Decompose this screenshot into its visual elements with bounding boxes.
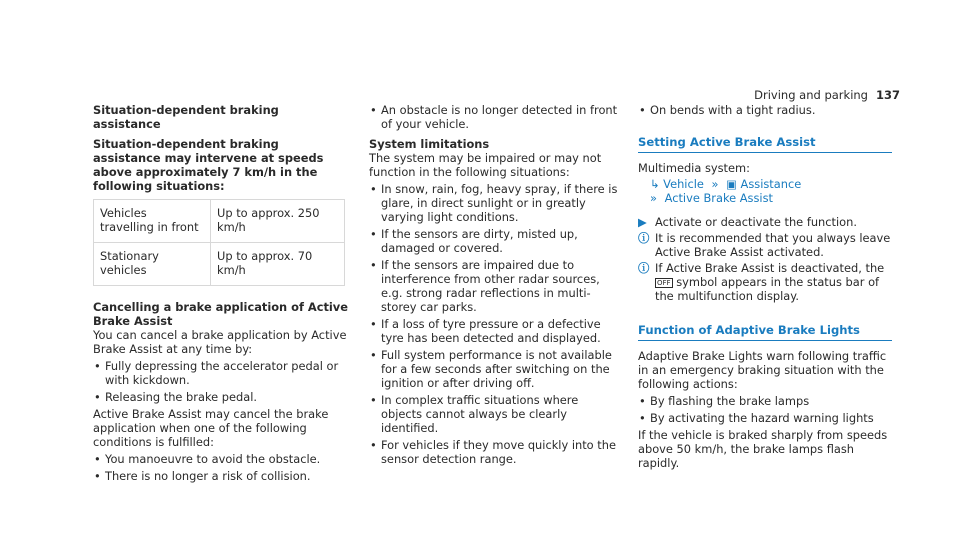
function-text-2: If the vehicle is braked sharply from speeds above 50 km/h, the brake lamps flash rapidly. [638, 428, 888, 470]
table-cell: Vehicles travelling in front [94, 200, 211, 243]
chevron-right-icon: » [711, 177, 719, 191]
list-item: • There is no longer a risk of collision. [93, 469, 348, 483]
table-row [94, 200, 345, 243]
function-text: Adaptive Brake Lights warn following traffic in an emergency braking situation with the following actions: [638, 349, 887, 391]
continued-list [638, 103, 892, 117]
info-note [638, 231, 892, 259]
table-cell: Stationary vehicles [94, 243, 211, 286]
chevron-right-icon: » [650, 191, 657, 205]
action-arrow-icon: ▶ [638, 215, 647, 229]
brake-assist-off-icon: OFF [657, 278, 671, 287]
menu-path-vehicle[interactable]: Vehicle [663, 177, 704, 191]
list-item: • If the sensors are dirty, misted up, damaged or covered. [369, 227, 622, 255]
menu-path-assistance[interactable]: Assistance [740, 177, 802, 191]
cancel-heading: Cancelling a brake application of Active Brake Assist [93, 300, 348, 328]
return-arrow-icon: ↳ [650, 177, 660, 191]
table-row [94, 243, 345, 286]
table-cell: Up to approx. 250 km/h [211, 200, 345, 243]
list-item: • Full system performance is not available for a few seconds after switching on the ignition or after driving off. [369, 348, 622, 390]
multimedia-label: Multimedia system: [638, 161, 750, 175]
list-item: • In complex traffic situations where objects cannot always be clearly identified. [369, 393, 622, 435]
section-heading: Situation-dependent braking assistance [93, 103, 279, 131]
intro-heading: Situation-dependent braking assistance may intervene at speeds above approximately 7 km/h in the following situations: [93, 137, 324, 193]
column-1 [93, 103, 348, 483]
info-text: If Active Brake Assist is deactivated, the [655, 261, 885, 275]
menu-path-active-brake-assist[interactable]: Active Brake Assist [664, 191, 773, 205]
cancel-text-2: Active Brake Assist may cancel the brake application when one of the following conditions is fulfilled: [93, 407, 329, 449]
list-item: • An obstacle is no longer detected in front of your vehicle. [369, 103, 622, 131]
action-step [638, 215, 892, 229]
cancel-list [93, 359, 348, 404]
menu-path [638, 177, 892, 191]
list-item: • In snow, rain, fog, heavy spray, if there is glare, in direct sunlight or in greatly varying light conditions. [369, 182, 622, 224]
action-text: Activate or deactivate the function. [655, 215, 857, 229]
cancel-text: You can cancel a brake application by Active Brake Assist at any time by: [93, 328, 347, 356]
list-item: • If the sensors are impaired due to interference from other radar sources, e.g. strong radar reflections in multi-storey car parks. [369, 258, 622, 314]
list-item: • For vehicles if they move quickly into the sensor detection range. [369, 438, 622, 466]
info-text: symbol appears in the status bar of the multifunction display. [655, 275, 880, 303]
list-item: • Fully depressing the accelerator pedal or with kickdown. [93, 359, 348, 387]
function-heading: Function of Adaptive Brake Lights [638, 323, 892, 341]
list-item: • You manoeuvre to avoid the obstacle. [93, 452, 348, 466]
menu-path-line2 [638, 191, 892, 205]
info-note [638, 261, 892, 303]
assistance-icon: ▣ [726, 177, 737, 191]
column-2 [369, 103, 622, 466]
column-3 [638, 103, 892, 470]
setting-heading: Setting Active Brake Assist [638, 135, 892, 153]
cancel-list-2 [93, 452, 348, 483]
continued-list [369, 103, 622, 131]
table-cell: Up to approx. 70 km/h [211, 243, 345, 286]
page-number: 137 [875, 88, 900, 102]
function-list [638, 394, 892, 425]
page-header [754, 88, 900, 102]
info-icon: ⓘ [638, 261, 650, 275]
limitations-heading: System limitations [369, 137, 490, 151]
list-item: • If a loss of tyre pressure or a defective tyre has been detected and displayed. [369, 317, 622, 345]
limitations-list [369, 182, 622, 466]
info-text: It is recommended that you always leave Active Brake Assist activated. [655, 231, 891, 259]
list-item: • By activating the hazard warning lights [638, 411, 892, 425]
limitations-text: The system may be impaired or may not function in the following situations: [369, 151, 602, 179]
speed-table [93, 199, 345, 286]
info-icon: ⓘ [638, 231, 650, 245]
list-item: • On bends with a tight radius. [638, 103, 892, 117]
chapter-title: Driving and parking [754, 88, 868, 102]
list-item: • By flashing the brake lamps [638, 394, 892, 408]
list-item: • Releasing the brake pedal. [93, 390, 348, 404]
